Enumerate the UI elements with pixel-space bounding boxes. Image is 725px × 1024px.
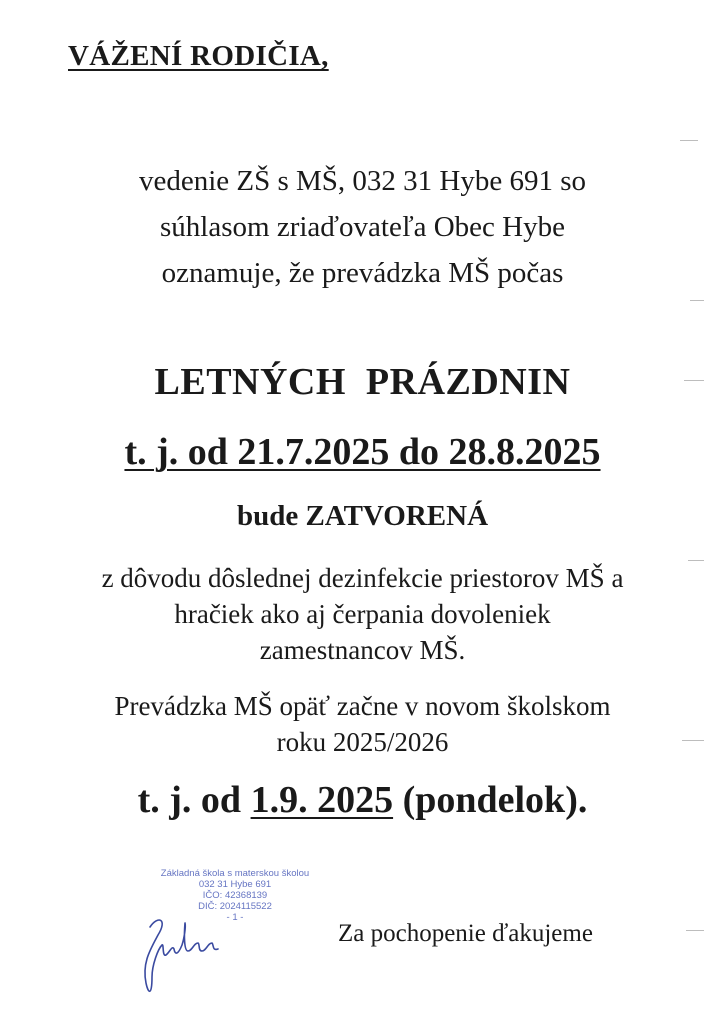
scan-mark xyxy=(680,140,698,141)
closure-dates-text: t. j. od 21.7.2025 do 28.8.2025 xyxy=(124,431,601,473)
reopen-date-suffix: (pondelok). xyxy=(393,779,588,821)
intro-line: oznamuje, že prevádzka MŠ počas xyxy=(161,257,564,289)
reason-line: z dôvodu dôslednej dezinfekcie priestorov MŠ a xyxy=(101,563,624,593)
scan-mark xyxy=(686,930,704,931)
reopen-line: Prevádzka MŠ opäť začne v novom školskom xyxy=(114,691,611,721)
scan-mark xyxy=(684,380,704,381)
handwritten-signature xyxy=(128,905,238,1000)
reopen-date-value: 1.9. 2025 xyxy=(250,779,394,821)
closed-notice: bude ZATVORENÁ xyxy=(236,500,489,532)
intro-line: vedenie ZŠ s MŠ, 032 31 Hybe 691 so xyxy=(138,165,587,197)
reopen-date xyxy=(0,778,725,822)
reopen-date-prefix: t. j. od xyxy=(137,779,251,821)
closure-dates xyxy=(0,430,725,474)
summer-holiday-heading: LETNÝCH PRÁZDNIN xyxy=(154,361,571,403)
scan-mark xyxy=(690,300,704,301)
greeting-heading: VÁŽENÍ RODIČIA, xyxy=(68,40,329,72)
signature-stroke xyxy=(145,920,218,991)
reopen-paragraph xyxy=(0,688,725,760)
reopen-line: roku 2025/2026 xyxy=(276,727,449,757)
reason-line: zamestnancov MŠ. xyxy=(259,635,466,665)
stamp-line: 032 31 Hybe 691 xyxy=(198,879,272,890)
thanks-text: Za pochopenie ďakujeme xyxy=(338,920,593,947)
stamp-line: IČO: 42368139 xyxy=(202,890,268,901)
intro-paragraph xyxy=(0,158,725,296)
scan-mark xyxy=(682,740,704,741)
reason-line: hračiek ako aj čerpania dovoleniek xyxy=(174,599,551,629)
intro-line: súhlasom zriaďovateľa Obec Hybe xyxy=(160,211,565,243)
stamp-line: - 1 - xyxy=(226,912,244,923)
scan-mark xyxy=(688,560,704,561)
reason-paragraph xyxy=(0,560,725,668)
stamp-line: DIČ: 2024115522 xyxy=(198,901,272,912)
stamp-line: Základná škola s materskou školou xyxy=(160,868,310,879)
